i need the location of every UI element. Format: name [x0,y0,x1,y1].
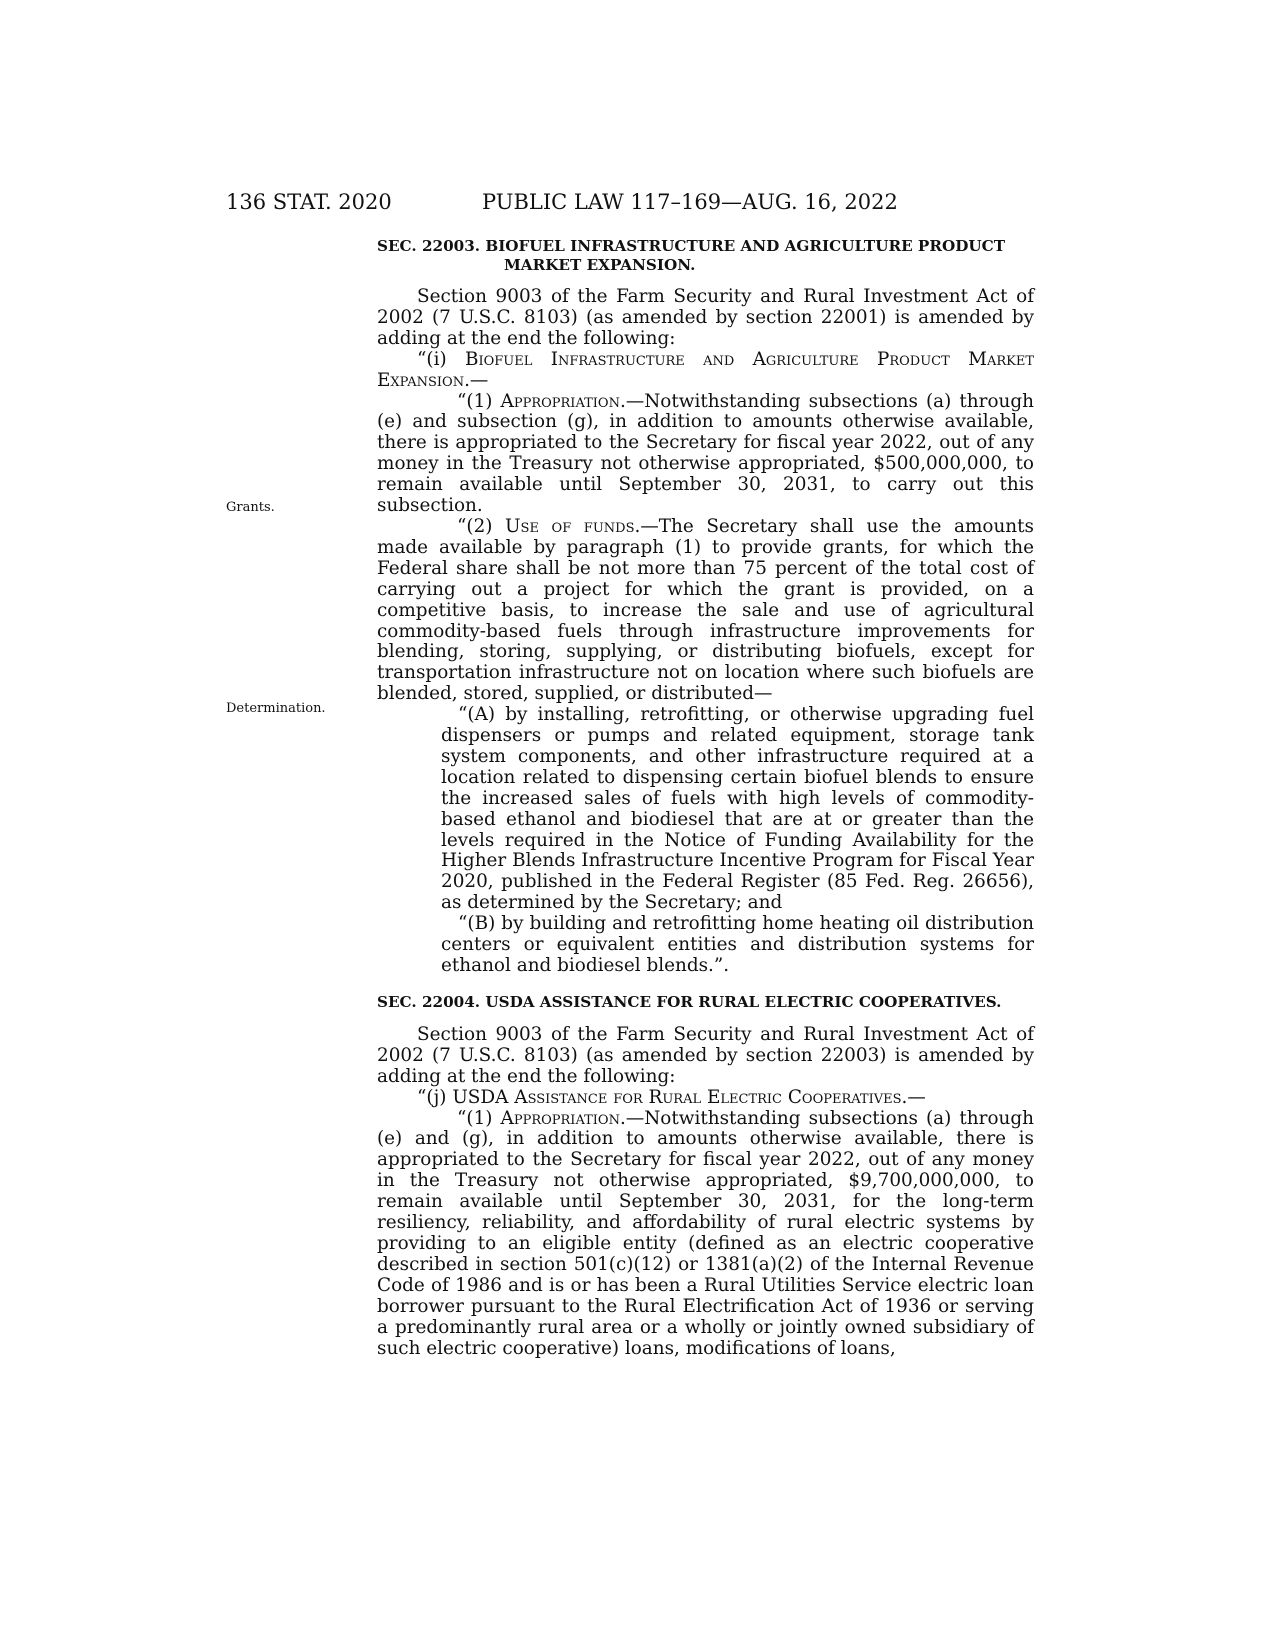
paragraph-j-1 [377,1109,1034,1360]
paragraph-i-1-text: —Notwithstanding subsections (a) through (e) and subsection (g), in addition to amounts otherwise available, there is appropriated to the Secretary for fiscal year 2022, out of any money in the Treasury not otherwise appropriated, $500,000,000, to remain available until September 30, 2031, to carry out this subsection. [377,390,1034,517]
section-22003-intro: Section 9003 of the Farm Security and Rural Investment Act of 2002 (7 U.S.C. 8103) (as amended by section 22001) is amended by adding at the end the following: [377,286,1034,349]
subsection-i-dash: — [469,369,489,391]
section-22003-heading-line1: SEC. 22003. BIOFUEL INFRASTRUCTURE AND AGRICULTURE PRODUCT [377,237,1006,255]
subparagraph-A: “(A) by installing, retrofitting, or otherwise upgrading fuel dispensers or pumps and related equipment, storage tank system components, and other infrastructure required at a location related to dispensing certain biofuel blends to ensure the increased sales of fuels with high levels of commodity-based ethanol and biodiesel that are at or greater than the levels required in the Notice of Funding Availability for the Higher Blends Infrastructure Incentive Program for Fiscal Year 2020, published in the Federal Register (85 Fed. Reg. 26656), as determined by the Secretary; and [441,704,1034,914]
section-22004-heading: SEC. 22004. USDA ASSISTANCE FOR RURAL ELECTRIC COOPERATIVES. [377,992,1002,1011]
paragraph-j-1-text: —Notwithstanding subsections (a) through (e) and (g), in addition to amounts otherwise available, there is appropriated to the Secretary for fiscal year 2022, out of any money in the Treasury not otherwise appropriated, $9,700,000,000, to remain available until September 30, 2031, for the long-term resiliency, reliability, and affordability of rural electric systems by providing to an eligible entity (defined as an electric cooperative described in section 501(c)(12) or 1381(a)(2) of the Internal Revenue Code of 1986 and is or has been a Rural Utilities Service electric loan borrower pursuant to the Rural Electrification Act of 1936 or serving a predominantly rural area or a wholly or jointly owned subsidiary of such electric cooperative) loans, modifications of loans, [377,1107,1034,1359]
paragraph-i-2-prefix: “(2) [457,515,506,537]
paragraph-j-1-prefix: “(1) [457,1107,501,1129]
paragraph-i-1-title: Appropriation. [500,390,626,412]
section-22004-intro: Section 9003 of the Farm Security and Rural Investment Act of 2002 (7 U.S.C. 8103) (as amended by section 22003) is amended by adding at the end the following: [377,1023,1034,1087]
subsection-i-heading [377,350,1034,392]
subsection-j-heading [377,1088,1034,1109]
subsection-j-title: USDA Assistance for Rural Electric Cooperatives. [452,1086,908,1108]
subparagraph-B: “(B) by building and retrofitting home heating oil distribution centers or equivalent entities and distribution systems for ethanol and biodiesel blends.”. [441,913,1034,976]
subsection-j-dash: — [907,1086,926,1108]
subsection-i-title: Biofuel Infrastructure and Agriculture Product Market Expansion. [377,348,1034,391]
paragraph-i-2-text: —The Secretary shall use the amounts made available by paragraph (1) to provide grants, for which the Federal share shall be not more than 75 percent of the total cost of carrying out a project for which the grant is provided, on a competitive basis, to increase the sale and use of agricultural commodity-based fuels through infrastructure improvements for blending, storing, supplying, or distributing biofuels, except for transportation infrastructure not on location where such biofuels are blended, stored, supplied, or distributed— [377,515,1034,705]
margin-note-grants: Grants. [226,500,275,515]
paragraph-i-2-title: Use of funds. [505,515,641,537]
margin-note-determination: Determination. [226,701,326,716]
section-22003-heading-line2: MARKET EXPANSION. [504,256,696,274]
subsection-j-prefix: “(j) [417,1086,453,1108]
stat-page-number: 136 STAT. 2020 [226,190,392,214]
paragraph-i-1-prefix: “(1) [457,390,501,412]
page-header [0,188,1275,218]
subsection-i-prefix: “(i) [417,348,465,370]
paragraph-i-2 [377,517,1034,705]
section-22003-heading [377,237,1034,275]
paragraph-i-1 [377,392,1034,517]
paragraph-j-1-title: Appropriation. [500,1107,626,1129]
public-law-citation: PUBLIC LAW 117–169—AUG. 16, 2022 [482,190,898,214]
document-body [377,237,1034,1359]
